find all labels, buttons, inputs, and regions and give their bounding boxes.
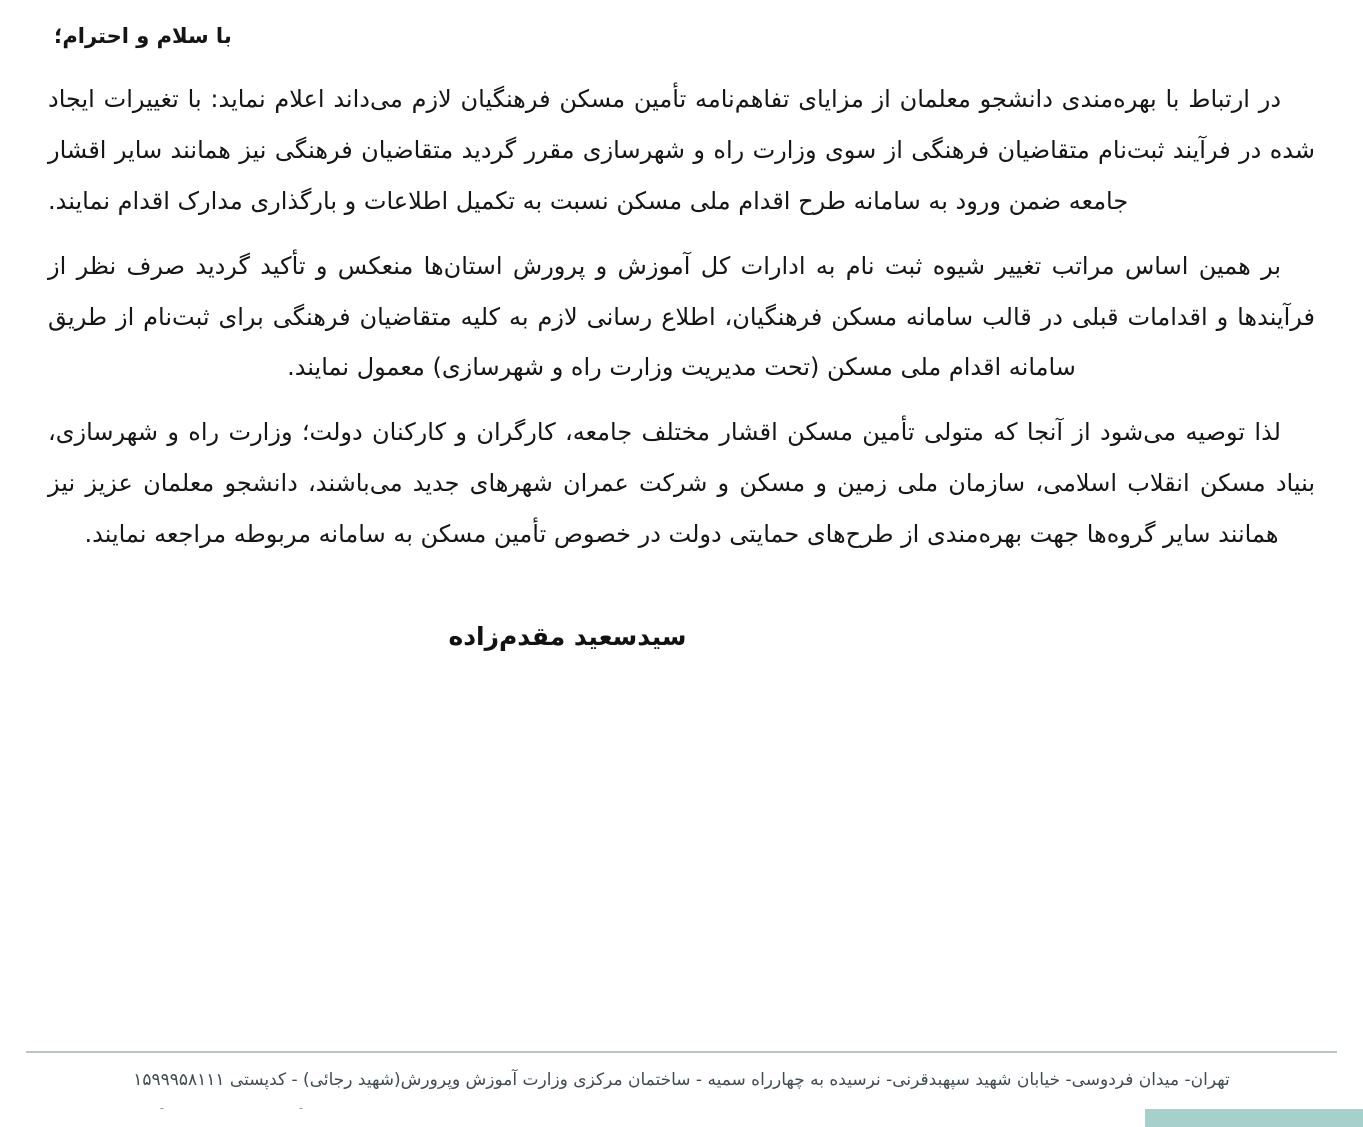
paragraph-3: لذا توصیه می‌شود از آنجا که متولی تأمین مسکن اقشار مختلف جامعه، کارگران و کارکنان دولت؛ وزارت راه و شهرسازی، بنیاد مسکن انقلاب اسلامی، سازمان ملی زمین و مسکن و شرکت عمران شهرهای جدید می‌باشند، دانشجو معلمان عزیز نیز همانند سایر گروه‌ها جهت بهره‌مندی از طرح‌های حمایتی دولت در خصوص تأمین مسکن به سامانه مربوطه مراجعه نمایند. — [48, 418, 1315, 548]
footer-divider — [26, 1051, 1337, 1053]
footer-color-bar-accent — [1145, 1109, 1363, 1127]
footer-address: تهران- میدان فردوسی- خیابان شهید سپهبدقرنی- نرسیده به چهارراه سمیه - ساختمان مرکزی وزارت آموزش وپرورش(شهید رجائی) - کدپستی ۱۵۹۹۹۵۸۱۱۱ — [133, 1069, 1230, 1090]
signatory-name: سیدسعید مقدم‌زاده — [448, 621, 687, 651]
footer-color-bar — [0, 1109, 1363, 1127]
salutation: با سلام و احترام؛ — [54, 24, 232, 48]
paragraph-2: بر همین اساس مراتب تغییر شیوه ثبت نام به ادارات کل آموزش و پرورش استان‌ها منعکس و تأکید گردید صرف نظر از فرآیندها و اقدامات قبلی در قالب سامانه مسکن فرهنگیان، اطلاع رسانی لازم به کلیه متقاضیان فرهنگی برای ثبت‌نام از طریق سامانه اقدام ملی مسکن (تحت مدیریت وزارت راه و شهرسازی) معمول نمایند. — [48, 251, 1315, 382]
signature-block — [48, 622, 1315, 651]
footer-color-bar-rest — [0, 1109, 1145, 1127]
paragraph-1: در ارتباط با بهره‌مندی دانشجو معلمان از مزایای تفاهم‌نامه تأمین مسکن فرهنگیان لازم می‌داند اعلام نماید: با تغییرات ایجاد شده در فرآیند ثبت‌نام متقاضیان فرهنگی از سوی وزارت راه و شهرسازی مقرر گردید متقاضیان فرهنگی نیز همانند سایر اقشار جامعه ضمن ورود به سامانه طرح اقدام ملی مسکن نسبت به تکمیل اطلاعات و بارگذاری مدارک اقدام نمایند. — [48, 85, 1315, 215]
